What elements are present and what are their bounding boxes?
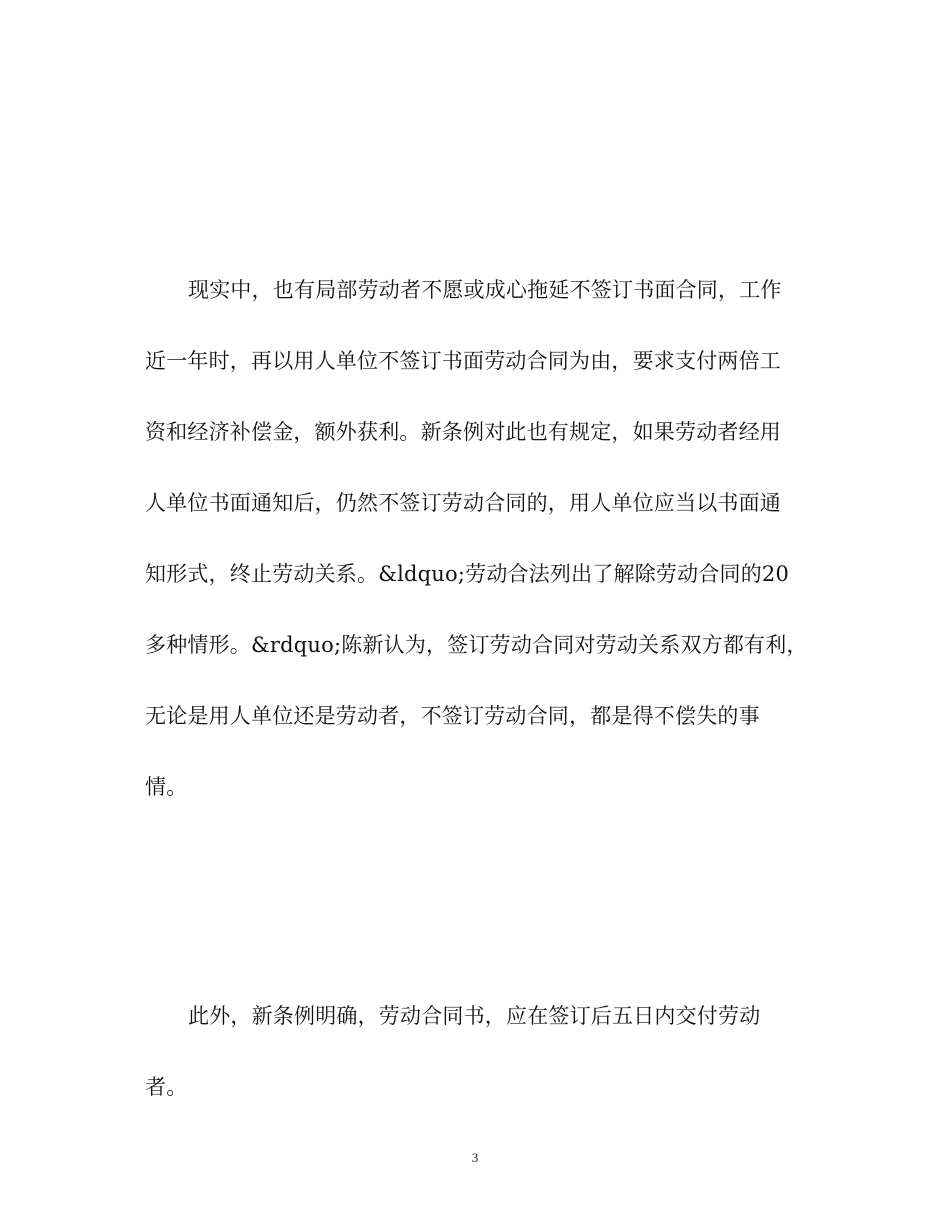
paragraph-1-line-6: 多种情形。&rdquo;陈新认为，签订劳动合同对劳动关系双方都有利， [145, 633, 808, 657]
paragraph-1-line-7: 无论是用人单位还是劳动者，不签订劳动合同，都是得不偿失的事 [145, 704, 760, 728]
page-number: 3 [471, 1150, 479, 1165]
paragraph-1-line-4: 人单位书面通知后，仍然不签订劳动合同的，用人单位应当以书面通 [145, 491, 781, 515]
paragraph-1-line-5: 知形式，终止劳动关系。&ldquo;劳动合法列出了解除劳动合同的20 [145, 562, 790, 586]
paragraph-2-line-2: 者。 [145, 1075, 188, 1099]
paragraph-1-line-3: 资和经济补偿金，额外获利。新条例对此也有规定，如果劳动者经用 [145, 420, 781, 444]
paragraph-1-line-2: 近一年时，再以用人单位不签订书面劳动合同为由，要求支付两倍工 [145, 349, 781, 373]
paragraph-2-line-1: 此外，新条例明确，劳动合同书，应在签订后五日内交付劳动 [188, 1004, 761, 1028]
paragraph-1-line-8: 情。 [145, 775, 188, 799]
paragraph-1-line-1: 现实中，也有局部劳动者不愿或成心拖延不签订书面合同，工作 [188, 278, 782, 302]
